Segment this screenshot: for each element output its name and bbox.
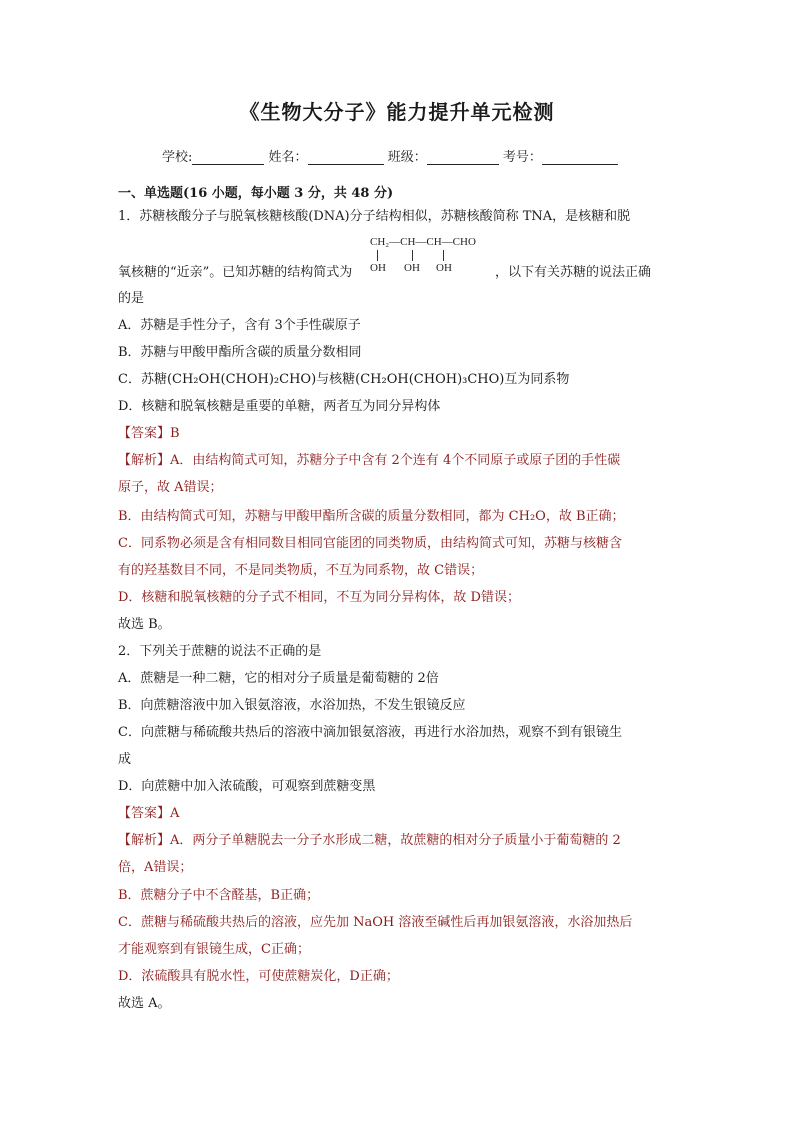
q1-stem-line1: 1．苏糖核酸分子与脱氧核糖核酸(DNA)分子结构相似，苏糖核酸简称 TNA，是核糖和脱 bbox=[118, 209, 631, 224]
school-label: 学校: bbox=[162, 150, 193, 165]
q1-answer bbox=[118, 425, 180, 443]
q1-analysis-line2: 原子，故 A错误； bbox=[118, 480, 223, 495]
q2-option-a: A．蔗糖是一种二糖，它的相对分子质量是葡萄糖的 2倍 bbox=[118, 671, 439, 686]
bond-line bbox=[412, 250, 413, 261]
answer-tag: 【答案】 bbox=[118, 806, 171, 821]
q2-conclusion: 故选 A。 bbox=[118, 996, 171, 1011]
exam-no-blank[interactable] bbox=[542, 150, 618, 165]
q2-analysis-line3: B．蔗糖分子中不含醛基，B正确； bbox=[118, 888, 320, 903]
q1-option-c: C．苏糖(CH₂OH(CHOH)₂CHO)与核糖(CH₂OH(CHOH)₃CHO)互为同系物 bbox=[118, 372, 570, 387]
q2-analysis-line2: 倍，A错误； bbox=[118, 860, 193, 875]
answer-value: B bbox=[170, 426, 180, 441]
formula-oh: OH bbox=[404, 262, 420, 274]
q1-option-a: A．苏糖是手性分子，含有 3个手性碳原子 bbox=[118, 318, 361, 333]
q2-analysis-line6: D．浓硫酸具有脱水性，可使蔗糖炭化，D正确； bbox=[118, 969, 399, 984]
q1-analysis-line5: 有的羟基数目不同，不是同类物质，不互为同系物，故 C错误； bbox=[118, 563, 484, 578]
exam-no-label: 考号： bbox=[502, 150, 542, 165]
page-title: 《生物大分子》能力提升单元检测 bbox=[239, 100, 555, 124]
formula-chain: CH₂—CH—CH—CHO bbox=[370, 236, 476, 248]
formula-oh: OH bbox=[370, 262, 386, 274]
q2-analysis-line1 bbox=[118, 832, 621, 850]
analysis-tag: 【解析】 bbox=[118, 833, 171, 848]
answer-tag: 【答案】 bbox=[118, 426, 171, 441]
q2-analysis-line4: C．蔗糖与稀硫酸共热后的溶液，应先加 NaOH 溶液至碱性后再加银氨溶液，水浴加热后 bbox=[118, 915, 633, 930]
section-header: 一、单选题(16 小题，每小题 3 分，共 48 分) bbox=[118, 186, 394, 201]
q2-option-c-line2: 成 bbox=[118, 752, 132, 767]
analysis-tag: 【解析】 bbox=[118, 453, 171, 468]
q1-stem-line2a: 氧核糖的“近亲”。已知苏糖的结构简式为 bbox=[118, 265, 353, 280]
q2-option-b: B．向蔗糖溶液中加入银氨溶液，水浴加热，不发生银镜反应 bbox=[118, 698, 466, 713]
q1-analysis-line1 bbox=[118, 452, 620, 470]
q2-option-d: D．向蔗糖中加入浓硫酸，可观察到蔗糖变黑 bbox=[118, 779, 376, 794]
name-label: 姓名： bbox=[268, 150, 308, 165]
q1-option-d: D．核糖和脱氧核糖是重要的单糖，两者互为同分异构体 bbox=[118, 399, 441, 414]
answer-value: A bbox=[170, 806, 180, 821]
class-label: 班级： bbox=[387, 150, 427, 165]
q1-option-b: B．苏糖与甲酸甲酯所含碳的质量分数相同 bbox=[118, 345, 362, 360]
school-blank[interactable] bbox=[192, 150, 264, 165]
q2-analysis-line5: 才能观察到有银镜生成，C正确； bbox=[118, 942, 310, 957]
class-blank[interactable] bbox=[427, 150, 499, 165]
q2-stem: 2．下列关于蔗糖的说法不正确的是 bbox=[118, 644, 322, 659]
q1-conclusion: 故选 B。 bbox=[118, 617, 171, 632]
q1-stem-line3: 的是 bbox=[118, 291, 145, 306]
q1-stem-line2b: ，以下有关苏糖的说法正确 bbox=[495, 265, 652, 280]
bond-line bbox=[377, 250, 378, 261]
bond-line bbox=[443, 250, 444, 261]
q1-analysis-line3: B．由结构简式可知，苏糖与甲酸甲酯所含碳的质量分数相同，都为 CH₂O，故 B正确； bbox=[118, 509, 625, 524]
student-info-line bbox=[162, 146, 618, 165]
q2-option-c-line1: C．向蔗糖与稀硫酸共热后的溶液中滴加银氨溶液，再进行水浴加热，观察不到有银镜生 bbox=[118, 725, 622, 740]
name-blank[interactable] bbox=[308, 150, 384, 165]
analysis-text: A．两分子单糖脱去一分子水形成二糖，故蔗糖的相对分子质量小于葡萄糖的 2 bbox=[170, 833, 621, 848]
q1-analysis-line4: C．同系物必须是含有相同数目相同官能团的同类物质，由结构简式可知，苏糖与核糖含 bbox=[118, 536, 622, 551]
formula-oh: OH bbox=[436, 262, 452, 274]
q2-answer bbox=[118, 805, 179, 823]
q1-analysis-line6: D．核糖和脱氧核糖的分子式不相同，不互为同分异构体，故 D错误； bbox=[118, 590, 520, 605]
analysis-text: A．由结构简式可知，苏糖分子中含有 2个连有 4个不同原子或原子团的手性碳 bbox=[170, 453, 621, 468]
